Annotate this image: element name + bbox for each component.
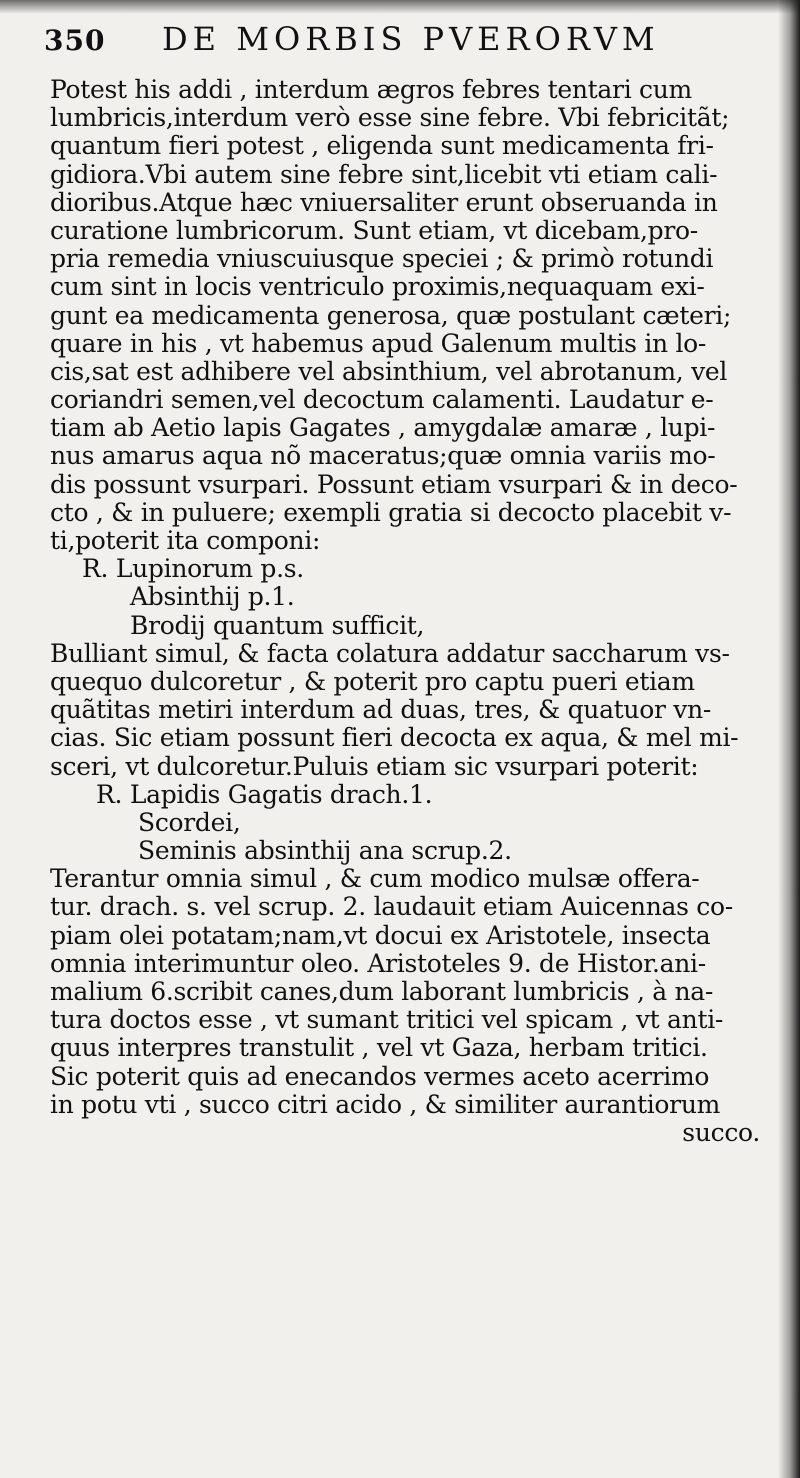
text-line: tiam ab Aetio lapis Gagates , amygdalæ amaræ , lupi- [50, 414, 716, 443]
text-line: curatione lumbricorum. Sunt etiam, vt dicebam,pro- [50, 216, 698, 245]
text-line: Terantur omnia simul , & cum modico mulsæ offera- [50, 865, 700, 894]
prescription-line: R. Lupinorum p.s. [82, 555, 304, 584]
body-text [50, 76, 770, 1147]
prescription-line: Seminis absinthij ana scrup.2. [138, 837, 512, 866]
text-line: dioribus.Atque hæc vniuersaliter erunt obseruanda in [50, 188, 718, 217]
text-line: quantum fieri potest , eligenda sunt medicamenta fri- [50, 132, 714, 161]
page-number: 350 [44, 24, 106, 57]
running-head: DE MORBIS PVERORVM [162, 20, 660, 58]
text-line: cto , & in puluere; exempli gratia si decocto placebit v- [50, 498, 732, 527]
prescription-line: Scordei, [138, 808, 241, 837]
text-line: coriandri semen,vel decoctum calamenti. Laudatur e- [50, 386, 714, 415]
text-line: tur. drach. s. vel scrup. 2. laudauit etiam Auicennas co- [50, 893, 733, 922]
text-line: tura doctos esse , vt sumant tritici vel spicam , vt anti- [50, 1006, 724, 1035]
text-line: gunt ea medicamenta generosa, quæ postulant cæteri; [50, 301, 732, 330]
text-line: nus amarus aqua nõ maceratus;quæ omnia variis mo- [50, 442, 716, 471]
text-line: ti,poterit ita componi: [50, 527, 321, 555]
text-line: sceri, vt dulcoretur.Puluis etiam sic vsurpari poterit: [50, 752, 699, 781]
text-line: cis,sat est adhibere vel absinthium, vel abrotanum, vel [50, 357, 728, 386]
prescription-line: Brodij quantum sufficit, [130, 611, 425, 640]
text-line: cum sint in locis ventriculo proximis,nequaquam exi- [50, 273, 705, 302]
text-line: piam olei potatam;nam,vt docui ex Aristotele, insecta [50, 921, 711, 950]
text-line: dis possunt vsurpari. Possunt etiam vsurpari & in deco- [50, 470, 738, 499]
prescription-line: R. Lapidis Gagatis drach.1. [96, 780, 433, 809]
text-line: quus interpres transtulit , vel vt Gaza, herbam tritici. [50, 1034, 708, 1063]
text-line: pria remedia vniuscuiusque speciei ; & primò rotundi [50, 245, 714, 274]
text-line: cias. Sic etiam possunt fieri decocta ex aqua, & mel mi- [50, 724, 739, 753]
prescription-line: Absinthij p.1. [130, 583, 295, 612]
text-line: Bulliant simul, & facta colatura addatur saccharum vs- [50, 639, 730, 668]
text-line: quãtitas metiri interdum ad duas, tres, & quatuor vn- [50, 696, 712, 725]
text-line: quare in his , vt habemus apud Galenum multis in lo- [50, 329, 707, 358]
text-line: omnia interimuntur oleo. Aristoteles 9. de Histor.ani- [50, 949, 706, 978]
text-line: quequo dulcoretur , & poterit pro captu pueri etiam [50, 667, 695, 696]
text-line: Sic poterit quis ad enecandos vermes aceto acerrimo [50, 1062, 710, 1091]
page-top-shadow [0, 0, 800, 14]
text-line: in potu vti , succo citri acido , & similiter aurantiorum [50, 1090, 721, 1119]
text-line: gidiora.Vbi autem sine febre sint,licebit vti etiam cali- [50, 160, 718, 189]
catchword-line: succo. [682, 1118, 760, 1147]
text-line: malium 6.scribit canes,dum laborant lumbricis , à na- [50, 978, 714, 1006]
page-gutter-shadow [778, 0, 800, 1478]
page-header [44, 20, 744, 60]
text-line: Potest his addi , interdum ægros febres tentari cum [50, 76, 692, 104]
text-line: lumbricis,interdum verò esse sine febre. Vbi febricitãt; [50, 104, 730, 133]
